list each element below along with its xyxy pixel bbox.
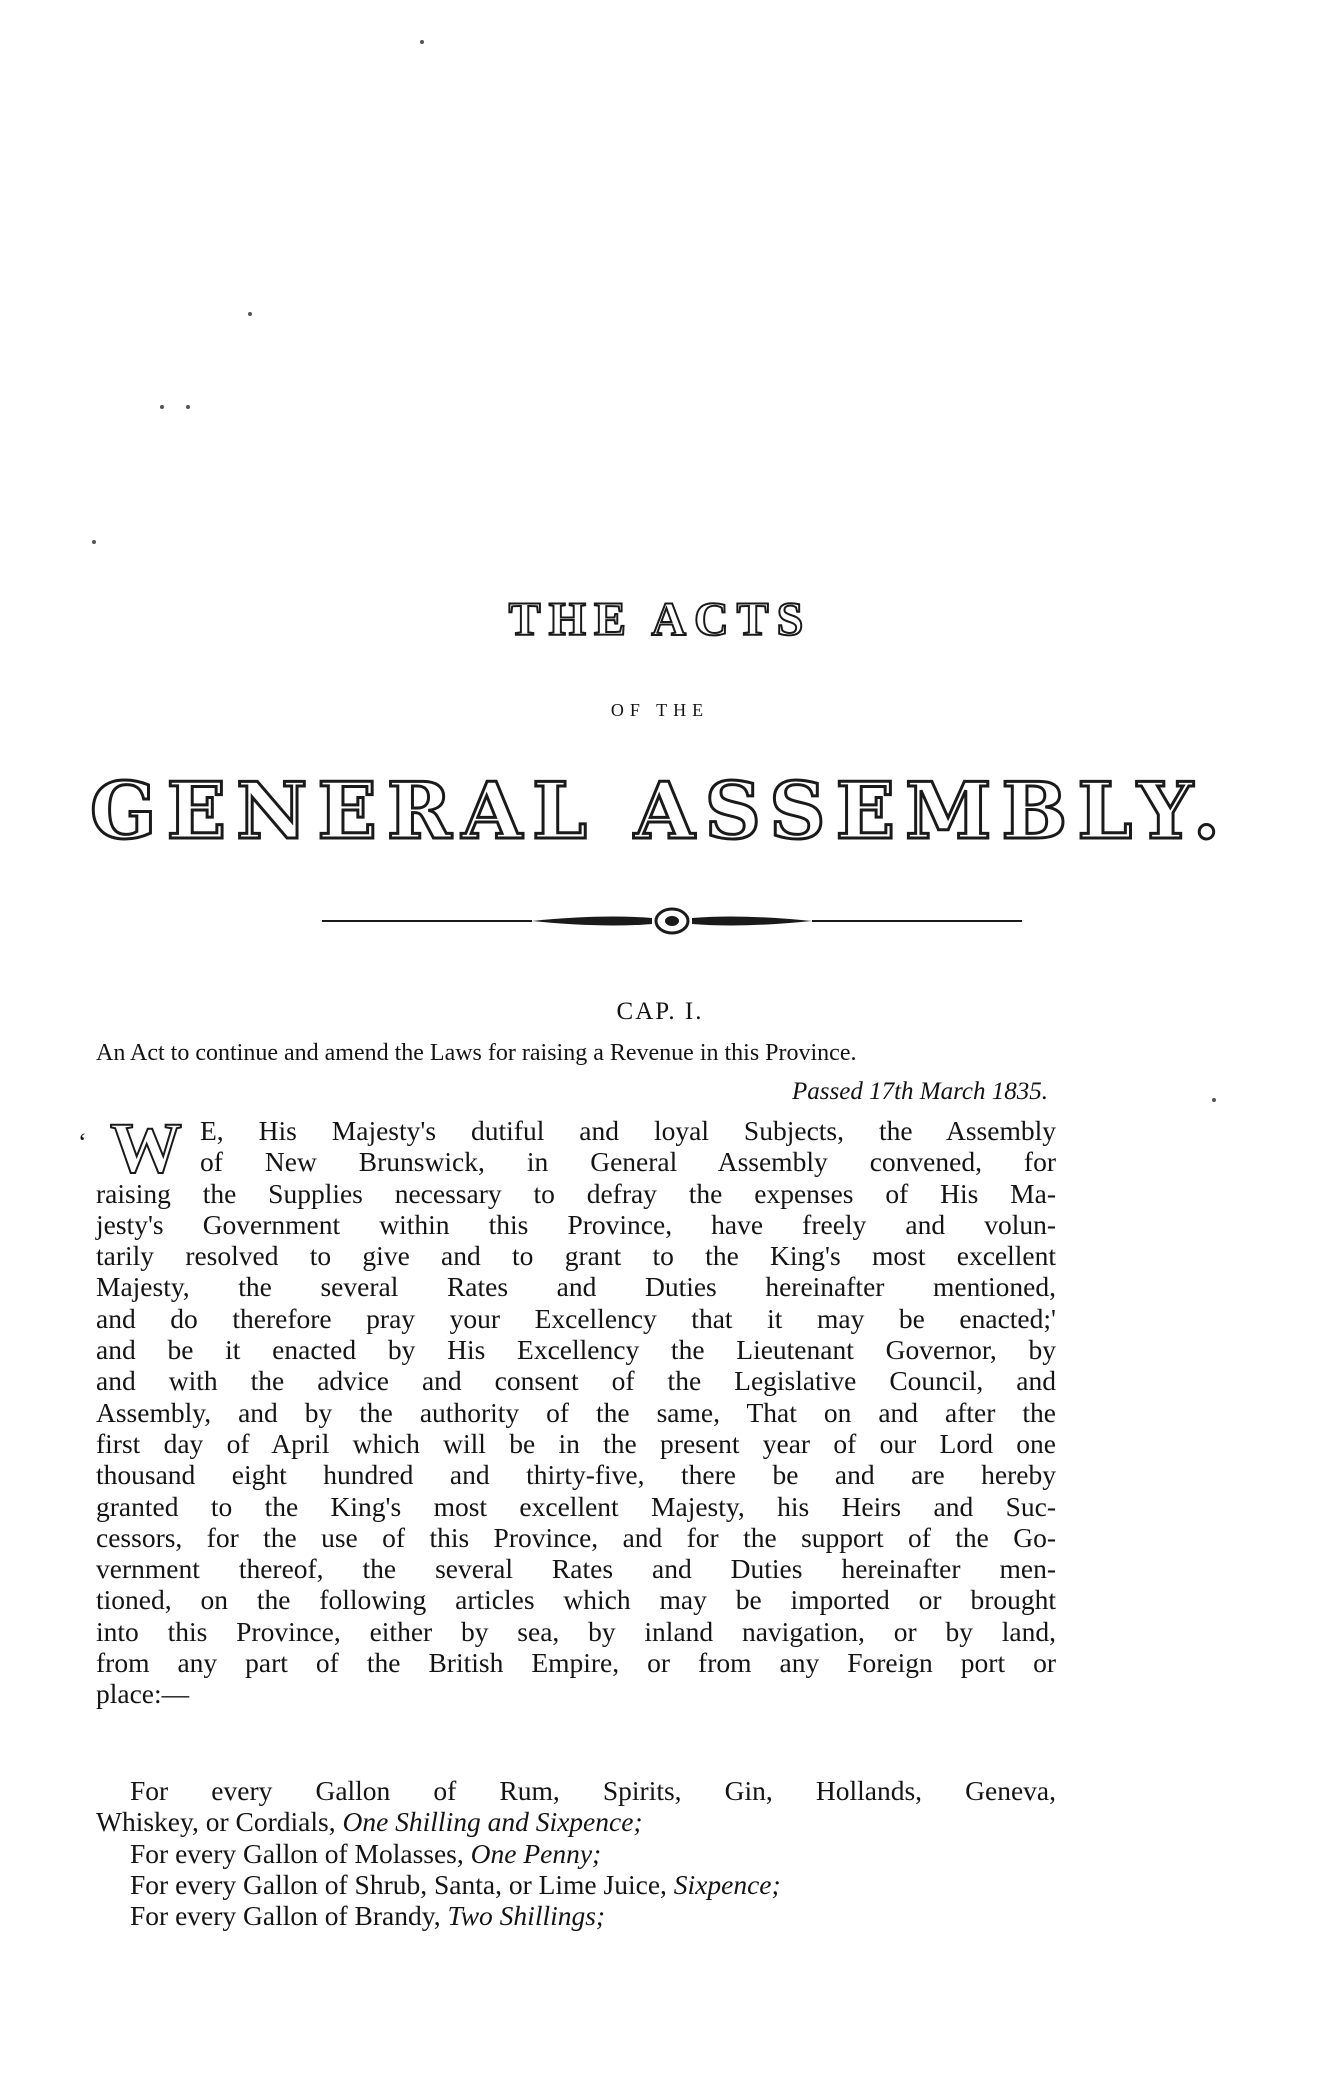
enactment-line: first day of April which will be in the present year of our Lord one — [96, 1427, 1056, 1459]
enactment-line: place:— — [96, 1678, 190, 1710]
preamble-line: E, His Majesty's dutiful and loyal Subjects, the Assembly — [200, 1115, 1056, 1146]
preamble-line: of New Brunswick, in General Assembly convened, for — [200, 1146, 1056, 1178]
act-body — [96, 1115, 1056, 1710]
scan-speck — [248, 312, 252, 316]
enactment-line: Assembly, and by the authority of the same, That on and after the — [96, 1396, 1056, 1428]
preamble-line: and do therefore pray your Excellency that it may be enacted;' — [96, 1302, 1056, 1334]
duty-amount: Two Shillings; — [447, 1900, 606, 1932]
duty-item — [96, 1838, 1056, 1869]
enactment-line: tioned, on the following articles which may be imported or brought — [96, 1584, 1056, 1616]
duty-label: For every Gallon of Shrub, Santa, or Lime Juice, — [130, 1868, 674, 1900]
duties-list — [96, 1775, 1056, 1931]
enactment-line: and with the advice and consent of the Legislative Council, and — [96, 1365, 1056, 1397]
duty-label: For every Gallon of Rum, Spirits, Gin, Hollands, Geneva, — [130, 1775, 1056, 1806]
enactment-line: thousand eight hundred and thirty-five, there be and are hereby — [96, 1459, 1056, 1491]
passed-date: Passed 17th March 1835. — [792, 1078, 1048, 1105]
quote-mark: ‘ — [78, 1128, 87, 1157]
scan-speck — [186, 405, 190, 409]
enactment-line: cessors, for the use of this Province, and for the support of the Go- — [96, 1521, 1056, 1553]
enactment-line: granted to the King's most excellent Majesty, his Heirs and Suc- — [96, 1490, 1056, 1522]
page-title: THE ACTS — [508, 593, 812, 646]
preamble-line: tarily resolved to give and to grant to the King's most excellent — [96, 1240, 1056, 1272]
drop-cap: W — [110, 1108, 182, 1188]
scan-speck — [1212, 1098, 1216, 1102]
duty-item — [96, 1775, 1056, 1806]
scan-speck — [92, 540, 96, 544]
duty-item — [96, 1869, 1056, 1900]
duty-amount: Sixpence; — [673, 1868, 781, 1900]
enactment-line: and be it enacted by His Excellency the Lieutenant Governor, by — [96, 1334, 1056, 1366]
duty-label: For every Gallon of Brandy, — [130, 1900, 448, 1932]
duty-amount: One Shilling and Sixpence; — [342, 1806, 643, 1838]
preamble-line: raising the Supplies necessary to defray the expenses of His Ma- — [96, 1177, 1056, 1209]
duty-item — [96, 1900, 1056, 1931]
scan-speck — [420, 40, 424, 44]
duty-item — [96, 1806, 1056, 1837]
ornament-rule — [322, 896, 1022, 946]
page-subtitle: OF THE — [610, 700, 710, 720]
duty-label: Whiskey, or Cordials, — [96, 1806, 343, 1838]
chapter-number: CAP. I. — [616, 998, 704, 1025]
duty-amount: One Penny; — [470, 1837, 602, 1869]
enactment-line: into this Province, either by sea, by inland navigation, or by land, — [96, 1615, 1056, 1647]
preamble-line: jesty's Government within this Province, have freely and volun- — [96, 1208, 1056, 1240]
act-title: An Act to continue and amend the Laws for raising a Revenue in this Province. — [96, 1040, 857, 1066]
page-heading: GENERAL ASSEMBLY. — [90, 766, 1230, 857]
scan-speck — [160, 405, 164, 409]
duty-label: For every Gallon of Molasses, — [130, 1837, 471, 1869]
enactment-line: from any part of the British Empire, or from any Foreign port or — [96, 1647, 1056, 1679]
preamble-line: Majesty, the several Rates and Duties hereinafter mentioned, — [96, 1271, 1056, 1303]
enactment-line: vernment thereof, the several Rates and Duties hereinafter men- — [96, 1553, 1056, 1585]
